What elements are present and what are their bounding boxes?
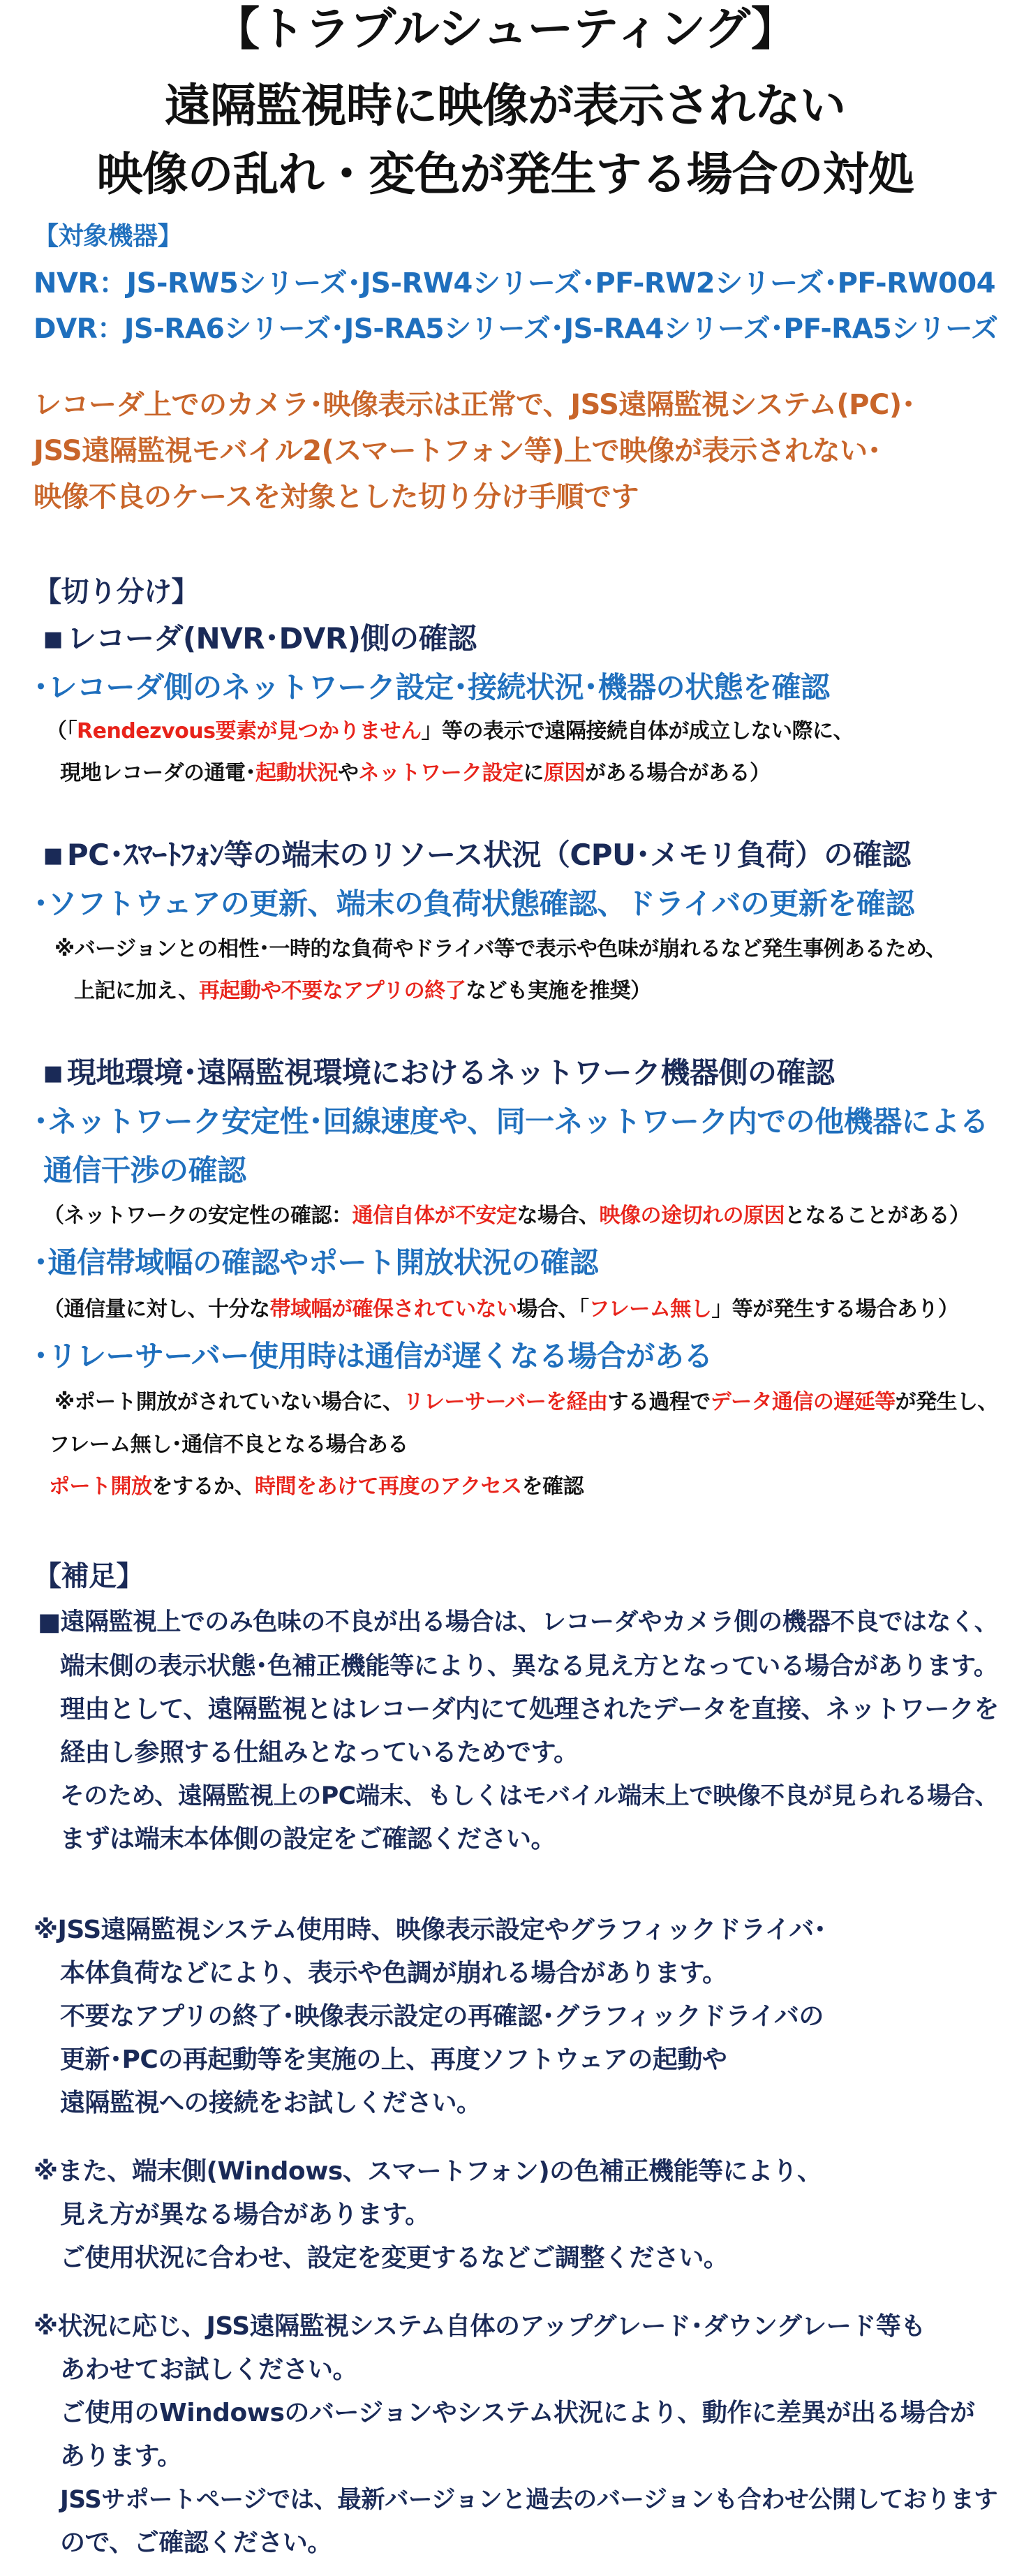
supplement-p2-line-5: 遠隔監視への接続をお試しください。 — [60, 2089, 482, 2117]
error-message-text: Rendezvous要素が見つかりません — [77, 719, 422, 743]
terminal-bullet: ･ソフトウェアの更新、端末の負荷状態確認、ドライバの更新を確認 — [34, 887, 914, 921]
network-bullet-1-line-1: ･ネットワーク安定性･回線速度や、同一ネットワーク内での他機器による — [34, 1104, 989, 1139]
title-line-3: 映像の乱れ・変色が発生する場合の対処 — [96, 147, 914, 201]
network-bullet-3: ･リレーサーバー使用時は通信が遅くなる場合がある — [34, 1339, 713, 1373]
network-note-2: （通信量に対し、十分な帯域幅が確保されていない場合、「フレーム無し」等が発生する場合あり） — [43, 1297, 959, 1322]
title-line-1: 【トラブルシューティング】 — [214, 2, 796, 56]
supplement-p1-line-5: そのため、遠隔監視上のPC端末、もしくはモバイル端末上で映像不良が見られる場合、 — [60, 1782, 999, 1810]
supplement-p2-line-3: 不要なアプリの終了･映像表示設定の再確認･グラフィックドライバの — [60, 2002, 824, 2031]
supplement-p3-line-3: ご使用状況に合わせ、設定を変更するなどご調整ください。 — [60, 2244, 729, 2272]
supplement-p4-line-5: JSSサポートページでは、最新バージョンと過去のバージョンも合わせ公開しております — [60, 2486, 998, 2514]
supplement-p1-line-2: 端末側の表示状態･色補正機能等により、異なる見え方となっている場合があります。 — [60, 1652, 998, 1680]
network-bullet-1-line-2: 通信干渉の確認 — [43, 1153, 246, 1187]
square-bullet: ■ — [43, 843, 63, 868]
network-title — [43, 1050, 834, 1092]
network-note-3: ※ポート開放がされていない場合に、リレーサーバーを経由する過程でデータ通信の遅延等が発生し、 — [54, 1390, 998, 1414]
supplement-p2-line-1: ※JSS遠隔監視システム使用時、映像表示設定やグラフィックドライバ･ — [34, 1916, 826, 1944]
target-heading: 【対象機器】 — [34, 222, 183, 251]
supplement-p1-line-3: 理由として、遠隔監視とはレコーダ内にて処理されたデータを直接、ネットワークを — [60, 1695, 999, 1724]
terminal-note-2: 上記に加え、再起動や不要なアプリの終了なども実施を推奨） — [74, 979, 651, 1003]
terminal-title-text: PC･ｽﾏｰﾄﾌｫﾝ等の端末のリソース状況（CPU･メモリ負荷）の確認 — [66, 838, 911, 872]
supplement-p1-line-4: 経由し参照する仕組みとなっているためです。 — [60, 1738, 579, 1767]
network-bullet-2: ･通信帯域幅の確認やポート開放状況の確認 — [34, 1245, 599, 1280]
supplement-p2-line-4: 更新･PCの再起動等を実施の上、再度ソフトウェアの起動や — [60, 2045, 727, 2074]
supplement-p1-line-1: ■遠隔監視上でのみ色味の不良が出る場合は、レコーダやカメラ側の機器不良ではなく、 — [38, 1608, 999, 1636]
supplement-p4-line-4: あります。 — [60, 2442, 182, 2471]
intro-line-2: JSS遠隔監視モバイル2(スマートフォン等)上で映像が表示されない･ — [34, 435, 882, 467]
supplement-p1-line-6: まずは端末本体側の設定をご確認ください。 — [60, 1825, 556, 1853]
supplement-p4-line-3: ご使用のWindowsのバージョンやシステム状況により、動作に差異が出る場合が — [60, 2399, 975, 2427]
target-dvr: DVR：JS-RA6シリーズ･JS-RA5シリーズ･JS-RA4シリーズ･PF-RA5シリーズ — [34, 313, 998, 345]
supplement-p3-line-2: 見え方が異なる場合があります。 — [60, 2200, 430, 2229]
supplement-p4-line-6: ので、ご確認ください。 — [60, 2529, 332, 2557]
supplement-p2-line-2: 本体負荷などにより、表示や色調が崩れる場合があります。 — [60, 1959, 727, 1987]
network-note-1: （ネットワークの安定性の確認：通信自体が不安定な場合、映像の途切れの原因となることがある） — [43, 1204, 970, 1228]
section-heading-isolation: 【切り分け】 — [34, 576, 199, 608]
terminal-note-1: ※バージョンとの相性･一時的な負荷やドライバ等で表示や色味が崩れるなど発生事例あるため、 — [54, 937, 946, 961]
supplement-p4-line-2: あわせてお試しください。 — [60, 2355, 358, 2384]
square-bullet: ■ — [43, 627, 63, 651]
intro-line-1: レコーダ上でのカメラ･映像表示は正常で、JSS遠隔監視システム(PC)･ — [34, 389, 916, 421]
target-nvr: NVR：JS-RW5シリーズ･JS-RW4シリーズ･PF-RW2シリーズ･PF-RW004 — [34, 267, 996, 299]
supplement-p3-line-1: ※また、端末側(Windows、スマートフォン)の色補正機能等により、 — [34, 2157, 822, 2186]
recorder-title-text: レコーダ(NVR･DVR)側の確認 — [66, 621, 477, 656]
recorder-note-1: （「Rendezvous要素が見つかりません」等の表示で遠隔接続自体が成立しない際に、 — [46, 719, 854, 743]
supplement-p4-line-1: ※状況に応じ、JSS遠隔監視システム自体のアップグレード･ダウングレード等も — [34, 2312, 926, 2341]
network-note-5: ポート開放をするか、時間をあけて再度のアクセスを確認 — [49, 1474, 584, 1499]
square-bullet: ■ — [43, 1061, 63, 1086]
recorder-bullet: ･レコーダ側のネットワーク設定･接続状況･機器の状態を確認 — [34, 670, 830, 704]
intro-line-3: 映像不良のケースを対象とした切り分け手順です — [34, 481, 639, 513]
terminal-title — [43, 832, 911, 874]
network-note-4: フレーム無し･通信不良となる場合ある — [49, 1433, 408, 1457]
recorder-note-2: 現地レコーダの通電･起動状況やネットワーク設定に原因がある場合がある） — [60, 761, 771, 785]
title-line-2: 遠隔監視時に映像が表示されない — [165, 79, 845, 133]
network-title-text: 現地環境･遠隔監視環境におけるネットワーク機器側の確認 — [66, 1056, 835, 1090]
recorder-title — [43, 616, 476, 658]
section-heading-supplement: 【補足】 — [34, 1560, 144, 1592]
